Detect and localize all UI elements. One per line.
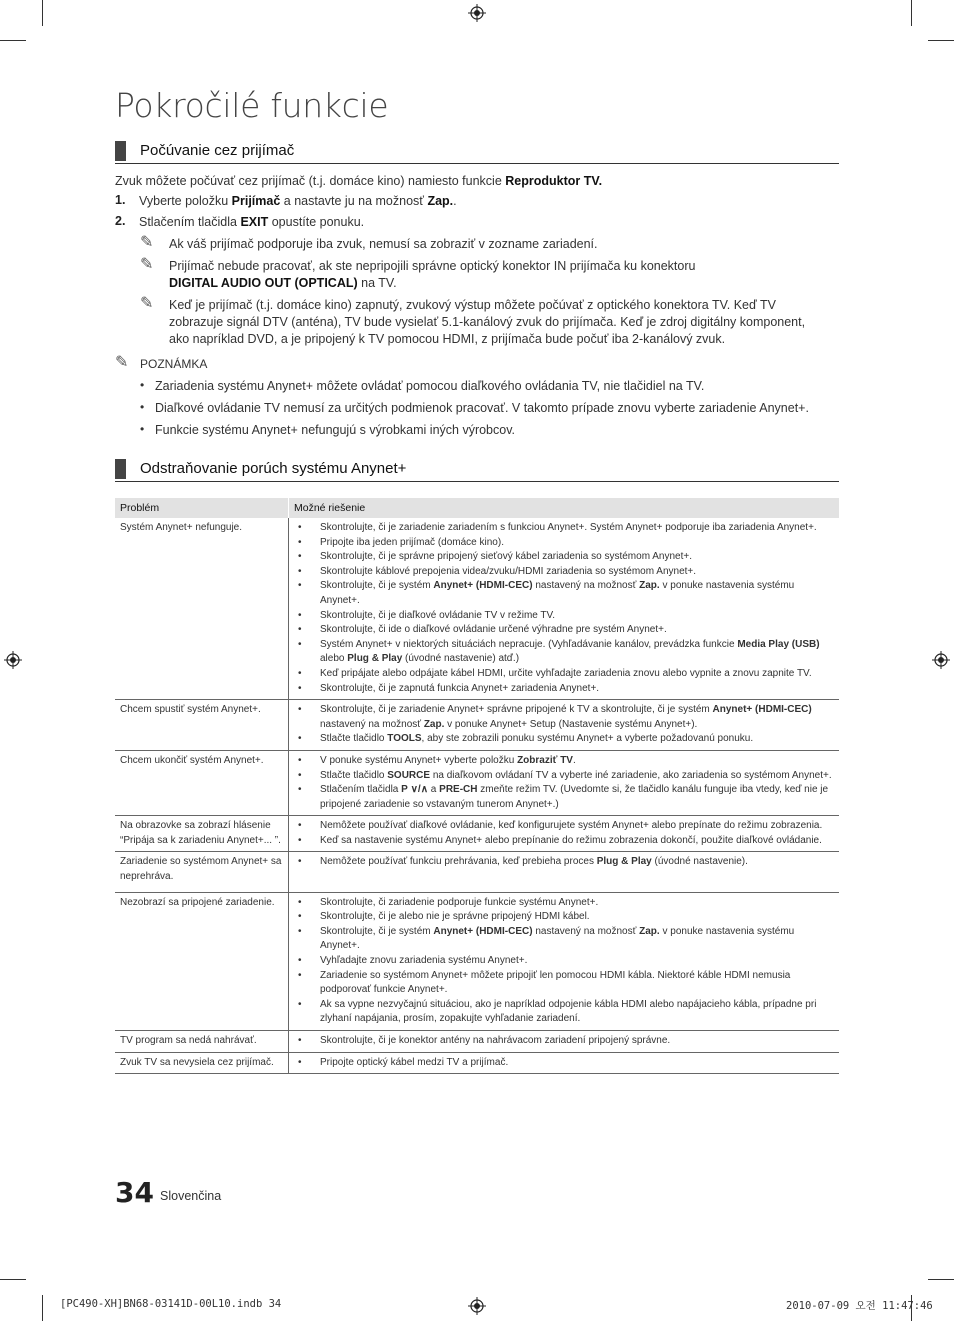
note-1: Ak váš prijímač podporuje iba zvuk, nemusí sa zobraziť v zozname zariadení. [169, 237, 598, 251]
solution-item: • Stlačte tlačidlo TOOLS, aby ste zobrazili ponuku systému Anynet+ a vyberte požadovanú ponuku. [294, 732, 834, 747]
solution-item: • Skontrolujte, či je diaľkové ovládanie TV v režime TV. [294, 609, 834, 624]
solution-item: • Skontrolujte, či je zariadenie Anynet+ správne pripojené k TV a skontrolujte, či je systém Anynet+ (HDMI-CEC) nastavený na možnosť Zap. v ponuke Anynet+ Setup (Nastavenie systému Anynet+). [294, 703, 834, 732]
section-heading [115, 141, 839, 164]
bullet-dot: • [140, 400, 145, 414]
column-header-solution: Možné riešenie [289, 498, 840, 518]
solution-item: • Pripojte optický kábel medzi TV a prijímač. [294, 1056, 834, 1071]
solution-item: • Skontrolujte, či je systém Anynet+ (HDMI-CEC) nastavený na možnosť Zap. v ponuke nastavenia systému Anynet+. [294, 925, 834, 954]
problem-cell: TV program sa nedá nahrávať. [115, 1031, 289, 1053]
note-pencil-icon: ✎ [140, 234, 154, 251]
imprint-file: [PC490-XH]BN68-03141D-00L10.indb 34 [60, 1298, 282, 1310]
solution-cell [289, 852, 840, 892]
solution-item: • Zariadenie so systémom Anynet+ môžete pripojiť len pomocou HDMI kábla. Niektoré káble HDMI nemusia podporovať funkcie Anynet+. [294, 969, 834, 998]
problem-cell: Na obrazovke sa zobrazí hlásenie “Pripája sa k zariadeniu Anynet+... ”. [115, 816, 289, 852]
page-number: 34 [115, 1176, 154, 1209]
solution-item: • Skontrolujte, či zariadenie podporuje funkcie systému Anynet+. [294, 896, 834, 911]
crop-mark [42, 0, 43, 26]
table-row [115, 700, 839, 751]
imprint-date: 2010-07-09 오전 11:47:46 [786, 1300, 933, 1312]
step-2: Stlačením tlačidla EXIT opustíte ponuku. [139, 215, 365, 229]
problem-cell: Nezobrazí sa pripojené zariadenie. [115, 892, 289, 1030]
note-2: Prijímač nebude pracovať, ak ste nepripojili správne optický konektor IN prijímača ku konektoru DIGITAL AUDIO OUT (OPTICAL) na TV. [169, 259, 696, 290]
solution-cell [289, 892, 840, 1030]
crop-mark [42, 1295, 43, 1321]
note-label: POZNÁMKA [140, 357, 208, 371]
intro-text: Zvuk môžete počúvať cez prijímač (t.j. domáce kino) namiesto funkcie Reproduktor TV. [115, 174, 603, 188]
note-pencil-icon: ✎ [115, 354, 129, 371]
solution-cell [289, 700, 840, 751]
solution-item: • Skontrolujte, či je zariadenie zariadením s funkciou Anynet+. Systém Anynet+ podporuje iba zariadenia Anynet+. [294, 521, 834, 536]
heading-bar [115, 141, 126, 161]
solution-item: • Stlačte tlačidlo SOURCE na diaľkovom ovládaní TV a vyberte iné zariadenie, ako zariadenia so systémom Anynet+. [294, 769, 834, 784]
table-row [115, 852, 839, 892]
solution-cell [289, 518, 840, 700]
problem-cell: Chcem spustiť systém Anynet+. [115, 700, 289, 751]
table-row [115, 892, 839, 1030]
solution-cell [289, 750, 840, 815]
crop-mark [928, 1279, 954, 1280]
solution-item: • Nemôžete používať diaľkové ovládanie, keď konfigurujete systém Anynet+ alebo prepínate do režimu zobrazenia. [294, 819, 834, 834]
problem-cell: Zariadenie so systémom Anynet+ sa neprehráva. [115, 852, 289, 892]
section-heading [115, 459, 839, 482]
table-row [115, 1031, 839, 1053]
footer-language: Slovenčina [160, 1189, 222, 1203]
section-title: Počúvanie cez prijímač [140, 142, 295, 159]
note-3: Keď je prijímač (t.j. domáce kino) zapnutý, zvukový výstup môžete počúvať z optického konektora TV. Keď TV zobrazuje signál DTV (anténa), TV bude vysielať 5.1-kanálový zvuk do prijímača. Keď je zdroj digitálny komponent, ako napríklad DVD, a je pripojený k TV pomocou HDMI, z prijímača bude počuť iba 2-kanálový zvuk. [169, 298, 806, 346]
solution-item: • Systém Anynet+ v niektorých situáciách nepracuje. (Vyhľadávanie kanálov, prevádzka funkcie Media Play (USB) alebo Plug & Play (úvodné nastavenie) atď.) [294, 638, 834, 667]
table-header-row [115, 498, 839, 518]
page-title: Pokročilé funkcie [115, 86, 389, 125]
section-title: Odstraňovanie porúch systému Anynet+ [140, 460, 407, 477]
solution-item: • Skontrolujte, či ide o diaľkové ovládanie určené výhradne pre systém Anynet+. [294, 623, 834, 638]
solution-item: • Vyhľadajte znovu zariadenia systému Anynet+. [294, 954, 834, 969]
solution-item: • Skontrolujte, či je správne pripojený sieťový kábel zariadenia so systémom Anynet+. [294, 550, 834, 565]
solution-cell [289, 1031, 840, 1053]
solution-cell [289, 1052, 840, 1074]
note-pencil-icon: ✎ [140, 295, 154, 312]
solution-item: • Skontrolujte, či je zapnutá funkcia Anynet+ zariadenia Anynet+. [294, 682, 834, 697]
problem-cell: Systém Anynet+ nefunguje. [115, 518, 289, 700]
table-row [115, 518, 839, 700]
solution-item: • V ponuke systému Anynet+ vyberte položku Zobraziť TV. [294, 754, 834, 769]
table-row [115, 1052, 839, 1074]
registration-mark-icon [468, 4, 486, 22]
solution-item: • Skontrolujte, či je konektor antény na nahrávacom zariadení pripojený správne. [294, 1034, 834, 1049]
solution-item: • Skontrolujte, či je systém Anynet+ (HDMI-CEC) nastavený na možnosť Zap. v ponuke nastavenia systému Anynet+. [294, 579, 834, 608]
problem-cell: Chcem ukončiť systém Anynet+. [115, 750, 289, 815]
problem-cell: Zvuk TV sa nevysiela cez prijímač. [115, 1052, 289, 1074]
note-bullet: Funkcie systému Anynet+ nefungujú s výrobkami iných výrobcov. [155, 423, 516, 437]
solution-item: • Keď sa nastavenie systému Anynet+ alebo prepínanie do režimu zobrazenia dokončí, použite diaľkové ovládanie. [294, 834, 834, 849]
note-pencil-icon: ✎ [140, 256, 154, 273]
heading-bar [115, 459, 126, 479]
solution-item: • Skontrolujte káblové prepojenia videa/zvuku/HDMI zariadenia so systémom Anynet+. [294, 565, 834, 580]
channel-arrows-icon: ∨/∧ [410, 784, 429, 796]
troubleshooting-table [115, 498, 839, 1074]
solution-item: • Nemôžete používať funkciu prehrávania, keď prebieha proces Plug & Play (úvodné nastavenie). [294, 855, 834, 870]
solution-item: • Keď pripájate alebo odpájate kábel HDMI, určite vyhľadajte zariadenia znovu alebo vypnite a znovu zapnite TV. [294, 667, 834, 682]
step-1: Vyberte položku Prijímač a nastavte ju na možnosť Zap.. [139, 194, 457, 208]
crop-mark [911, 0, 912, 26]
solution-item: • Stlačením tlačidla P ∨/∧ a PRE-CH zmeňte režim TV. (Uvedomte si, že tlačidlo kanálu funguje iba vtedy, keď nie je pripojené zariadenie so vstavaným tunerom Anynet+.) [294, 783, 834, 812]
step-number: 1. [115, 193, 126, 207]
crop-mark [0, 1279, 26, 1280]
solution-item: • Pripojte iba jeden prijímač (domáce kino). [294, 536, 834, 551]
bullet-dot: • [140, 422, 145, 436]
table-row [115, 816, 839, 852]
table-row [115, 750, 839, 815]
registration-mark-icon [932, 651, 950, 669]
crop-mark [928, 40, 954, 41]
registration-mark-icon [468, 1297, 486, 1315]
column-header-problem: Problém [115, 498, 289, 518]
solution-item: • Ak sa vypne nezvyčajnú situáciou, ako je napríklad odpojenie kábla HDMI alebo napájacieho kábla, prípadne pri zlyhaní napájania, prosím, zopakujte vyhľadanie zariadení. [294, 998, 834, 1027]
registration-mark-icon [4, 651, 22, 669]
solution-item: • Skontrolujte, či je alebo nie je správne pripojený HDMI kábel. [294, 910, 834, 925]
crop-mark [0, 40, 26, 41]
bullet-dot: • [140, 378, 145, 392]
solution-cell [289, 816, 840, 852]
step-number: 2. [115, 214, 126, 228]
note-bullet: Zariadenia systému Anynet+ môžete ovládať pomocou diaľkového ovládania TV, nie tlačidiel na TV. [155, 379, 705, 393]
note-bullet: Diaľkové ovládanie TV nemusí za určitých podmienok pracovať. V takomto prípade znovu vyberte zariadenie Anynet+. [155, 401, 809, 415]
